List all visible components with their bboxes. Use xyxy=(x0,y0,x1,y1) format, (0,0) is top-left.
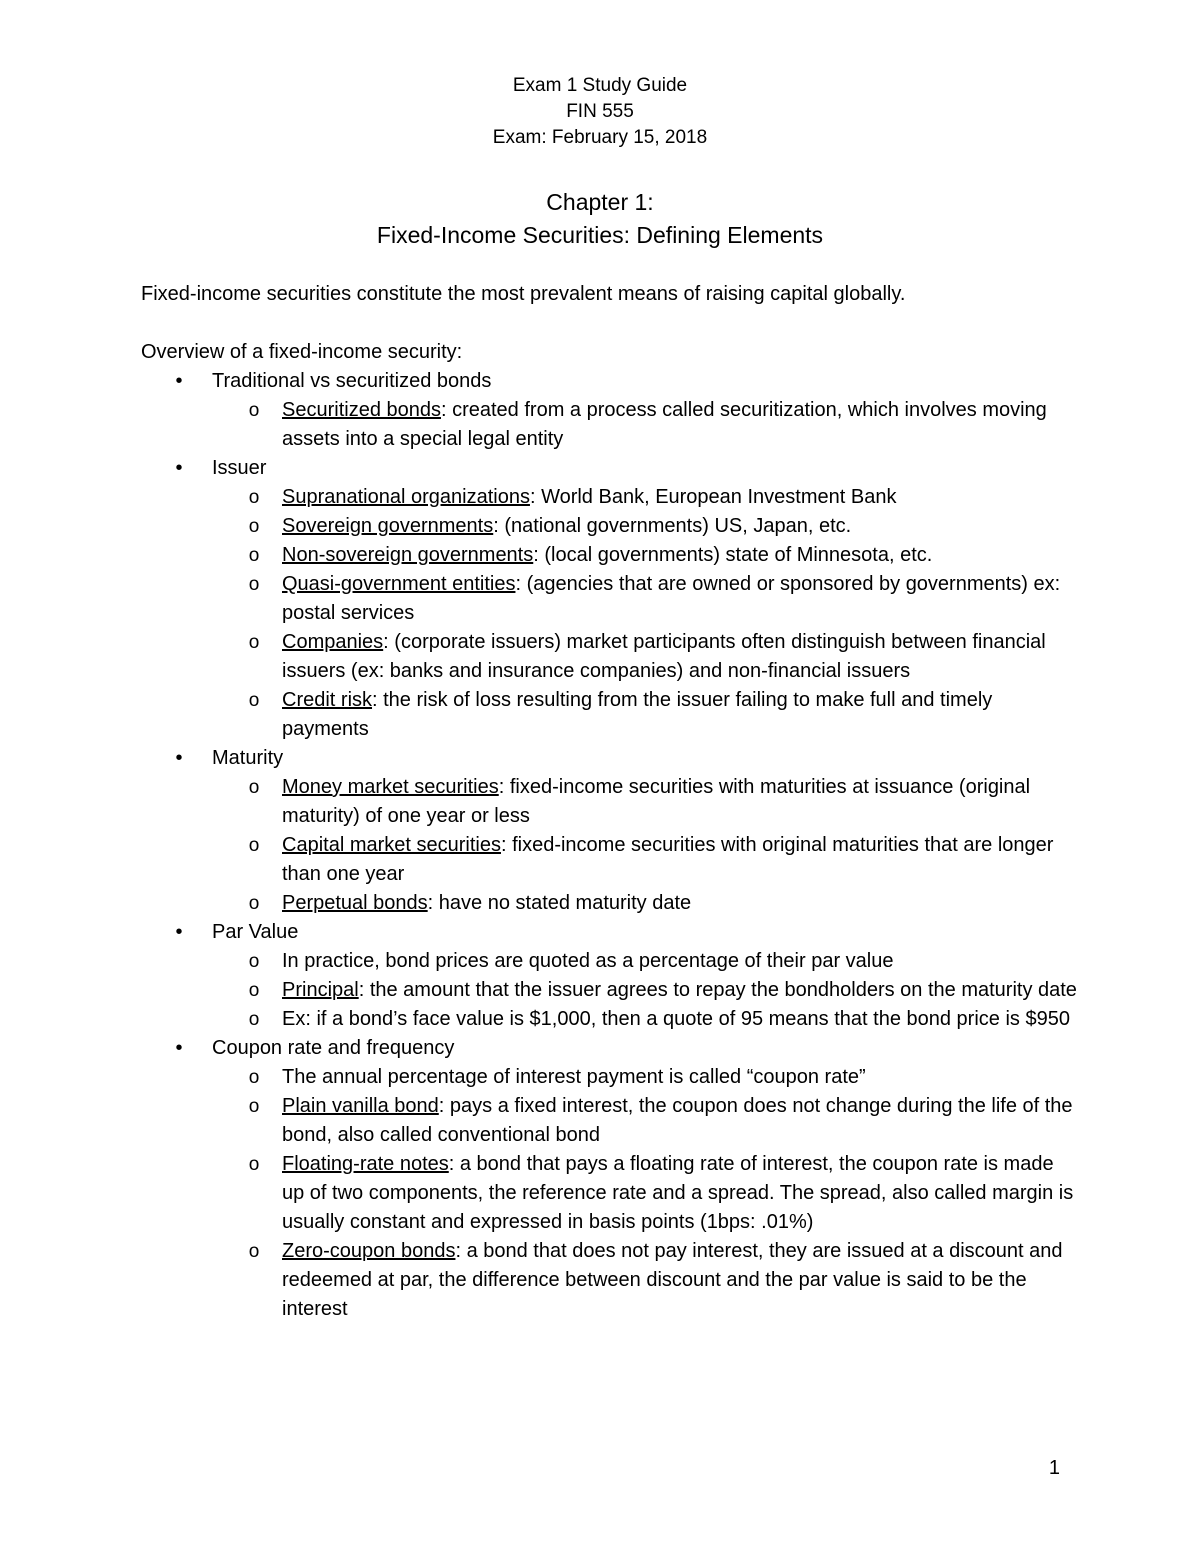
sub-bullet-icon: o xyxy=(248,893,260,914)
sub-bullet-icon: o xyxy=(248,1154,260,1175)
outline-item xyxy=(141,541,1081,570)
overview-heading: Overview of a fixed-income security: xyxy=(141,341,463,363)
outline-section xyxy=(141,918,1081,947)
sub-bullet-icon: o xyxy=(248,980,260,1001)
bullet-icon: • xyxy=(175,921,183,943)
bullet-icon: • xyxy=(175,457,183,479)
sub-bullet-icon: o xyxy=(248,487,260,508)
outline-item xyxy=(141,1150,1081,1237)
chapter-number: Chapter 1: xyxy=(546,189,654,215)
chapter-heading xyxy=(0,186,1200,252)
outline-item xyxy=(141,512,1081,541)
header-exam-date: Exam: February 15, 2018 xyxy=(492,127,708,148)
outline-item xyxy=(141,1237,1081,1324)
outline-item xyxy=(141,773,1081,831)
header-title: Exam 1 Study Guide xyxy=(512,75,688,96)
sub-bullet-icon: o xyxy=(248,1067,260,1088)
intro-paragraph: Fixed-income securities constitute the most prevalent means of raising capital globally. xyxy=(141,283,906,305)
section-title: Par Value xyxy=(212,921,299,943)
item-term: Companies xyxy=(282,631,384,653)
item-text: : World Bank, European Investment Bank xyxy=(529,486,897,508)
sub-bullet-icon: o xyxy=(248,400,260,421)
bullet-icon: • xyxy=(175,1037,183,1059)
outline-item xyxy=(141,889,1081,918)
sub-bullet-icon: o xyxy=(248,632,260,653)
sub-bullet-icon: o xyxy=(248,777,260,798)
item-text: Ex: if a bond’s face value is $1,000, then a quote of 95 means that the bond price is $950 xyxy=(282,1008,1070,1030)
sub-bullet-icon: o xyxy=(248,690,260,711)
outline-section xyxy=(141,454,1081,483)
item-term: Perpetual bonds xyxy=(282,892,428,914)
item-text: : a bond that does not pay interest, they are issued at a discount and redeemed at par, the difference between discount and the par value is said to be the interest xyxy=(282,1240,1063,1320)
outline-item xyxy=(141,947,1081,976)
item-text: The annual percentage of interest payment is called “coupon rate” xyxy=(282,1066,866,1088)
sub-bullet-icon: o xyxy=(248,835,260,856)
outline-item xyxy=(141,570,1081,628)
outline-item xyxy=(141,1063,1081,1092)
item-text: : (national governments) US, Japan, etc. xyxy=(493,515,852,537)
section-title: Traditional vs securitized bonds xyxy=(212,370,492,392)
outline-list xyxy=(141,367,1081,1324)
item-term: Floating-rate notes xyxy=(282,1153,449,1175)
item-text: In practice, bond prices are quoted as a percentage of their par value xyxy=(282,950,894,972)
item-text: : fixed-income securities with maturities at issuance (original maturity) of one year or less xyxy=(282,776,1031,827)
outline-item xyxy=(141,628,1081,686)
item-term: Non-sovereign governments xyxy=(282,544,534,566)
outline-item xyxy=(141,1005,1081,1034)
item-text: : have no stated maturity date xyxy=(427,892,692,914)
section-title: Coupon rate and frequency xyxy=(212,1037,455,1059)
sub-bullet-icon: o xyxy=(248,1009,260,1030)
item-term: Zero-coupon bonds xyxy=(282,1240,456,1262)
item-term: Credit risk xyxy=(282,689,373,711)
item-term: Plain vanilla bond xyxy=(282,1095,439,1117)
outline-item xyxy=(141,831,1081,889)
section-title: Maturity xyxy=(212,747,284,769)
item-text: : (local governments) state of Minnesota, etc. xyxy=(533,544,933,566)
item-text: : pays a fixed interest, the coupon does not change during the life of the bond, also called conventional bond xyxy=(282,1095,1073,1146)
sub-bullet-icon: o xyxy=(248,574,260,595)
sub-bullet-icon: o xyxy=(248,1096,260,1117)
outline-item xyxy=(141,483,1081,512)
item-text: : created from a process called securitization, which involves moving assets into a special legal entity xyxy=(282,399,1047,450)
bullet-icon: • xyxy=(175,370,183,392)
outline-item xyxy=(141,1092,1081,1150)
item-term: Money market securities xyxy=(282,776,499,798)
item-term: Quasi-government entities xyxy=(282,573,516,595)
bullet-icon: • xyxy=(175,747,183,769)
outline-section xyxy=(141,744,1081,773)
outline-item xyxy=(141,976,1081,1005)
chapter-title: Fixed-Income Securities: Defining Elements xyxy=(376,222,824,248)
item-text: : the risk of loss resulting from the issuer failing to make full and timely payments xyxy=(282,689,993,740)
item-term: Supranational organizations xyxy=(282,486,530,508)
item-term: Principal xyxy=(282,979,359,1001)
item-text: : (corporate issuers) market participants often distinguish between financial issuers (ex: banks and insurance companies) and non-financial issuers xyxy=(282,631,1046,682)
item-text: : a bond that pays a floating rate of interest, the coupon rate is made up of two components, the reference rate and a spread. The spread, also called margin is usually constant and expressed in basis points (1bps: .01%) xyxy=(282,1153,1074,1233)
outline-section xyxy=(141,1034,1081,1063)
sub-bullet-icon: o xyxy=(248,1241,260,1262)
section-title: Issuer xyxy=(212,457,267,479)
page-number: 1 xyxy=(1048,1457,1060,1479)
item-term: Capital market securities xyxy=(282,834,501,856)
item-text: : (agencies that are owned or sponsored by governments) ex: postal services xyxy=(282,573,1061,624)
sub-bullet-icon: o xyxy=(248,516,260,537)
header-course: FIN 555 xyxy=(566,101,634,122)
document-header xyxy=(0,73,1200,151)
outline-section xyxy=(141,367,1081,396)
item-term: Securitized bonds xyxy=(282,399,441,421)
sub-bullet-icon: o xyxy=(248,545,260,566)
outline-item xyxy=(141,396,1081,454)
outline-item xyxy=(141,686,1081,744)
item-term: Sovereign governments xyxy=(282,515,494,537)
item-text: : the amount that the issuer agrees to repay the bondholders on the maturity date xyxy=(358,979,1077,1001)
item-text: : fixed-income securities with original maturities that are longer than one year xyxy=(282,834,1054,885)
sub-bullet-icon: o xyxy=(248,951,260,972)
